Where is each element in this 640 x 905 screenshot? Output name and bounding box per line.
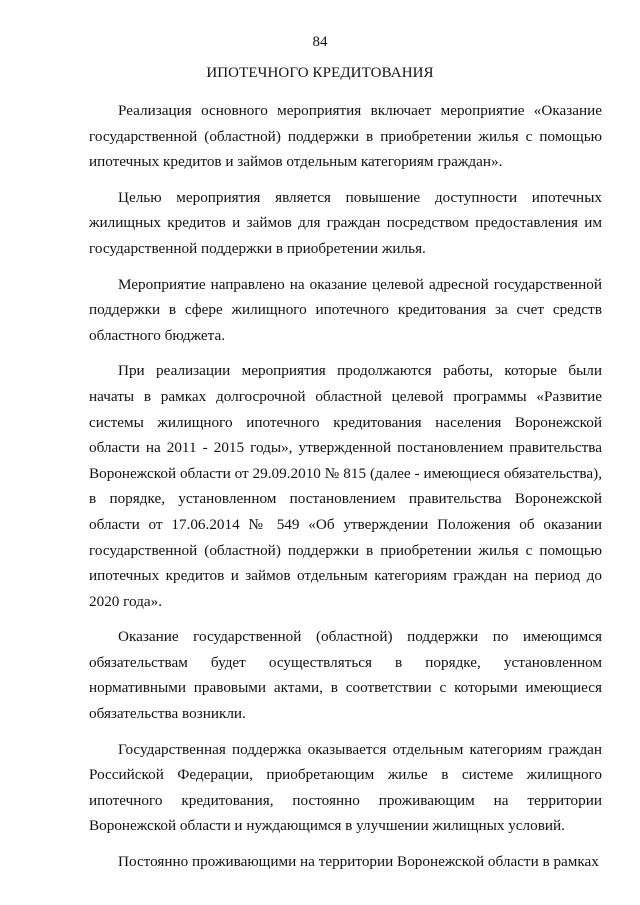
paragraph-7: Постоянно проживающими на территории Воронежской области в рамках — [118, 853, 599, 871]
page-number: 84 — [312, 34, 328, 50]
paragraph-5: Оказание государственной (областной) поддержки по имеющимся обязательствам будет осуществляться в порядке, установленном нормативными правовыми актами, в соответствии с которыми имеющиеся обязательства возникли. — [89, 628, 602, 723]
paragraph-4: При реализации мероприятия продолжаются работы, которые были начаты в рамках долгосрочной областной целевой программы «Развитие системы жилищного ипотечного кредитования населения Воронежской области на 2011 - 2015 годы», утвержденной постановлением правительства Воронежской области от 29.09.2010 № 815 (далее - имеющиеся обязательства), в порядке, установленном постановлением правительства Воронежской области от 17.06.2014 № 549 «Об утверждении Положения об оказании государственной (областной) поддержки в приобретении жилья с помощью ипотечных кредитов и займов отдельным категориям граждан на период до 2020 года». — [89, 362, 602, 610]
paragraph-2: Целью мероприятия является повышение доступности ипотечных жилищных кредитов и займов для граждан посредством предоставления им государственной поддержки в приобретении жилья. — [89, 188, 602, 257]
body-text — [89, 98, 602, 885]
paragraph-3: Мероприятие направлено на оказание целевой адресной государственной поддержки в сфере жилищного ипотечного кредитования за счет средств областного бюджета. — [89, 275, 602, 344]
section-heading: ИПОТЕЧНОГО КРЕДИТОВАНИЯ — [206, 65, 434, 81]
paragraph-6: Государственная поддержка оказывается отдельным категориям граждан Российской Федерации, приобретающим жилье в системе жилищного ипотечного кредитования, постоянно проживающим на территории Воронежской области и нуждающимся в улучшении жилищных условий. — [89, 740, 602, 835]
paragraph-1: Реализация основного мероприятия включает мероприятие «Оказание государственной (областной) поддержки в приобретении жилья с помощью ипотечных кредитов и займов отдельным категориям граждан». — [89, 102, 602, 171]
